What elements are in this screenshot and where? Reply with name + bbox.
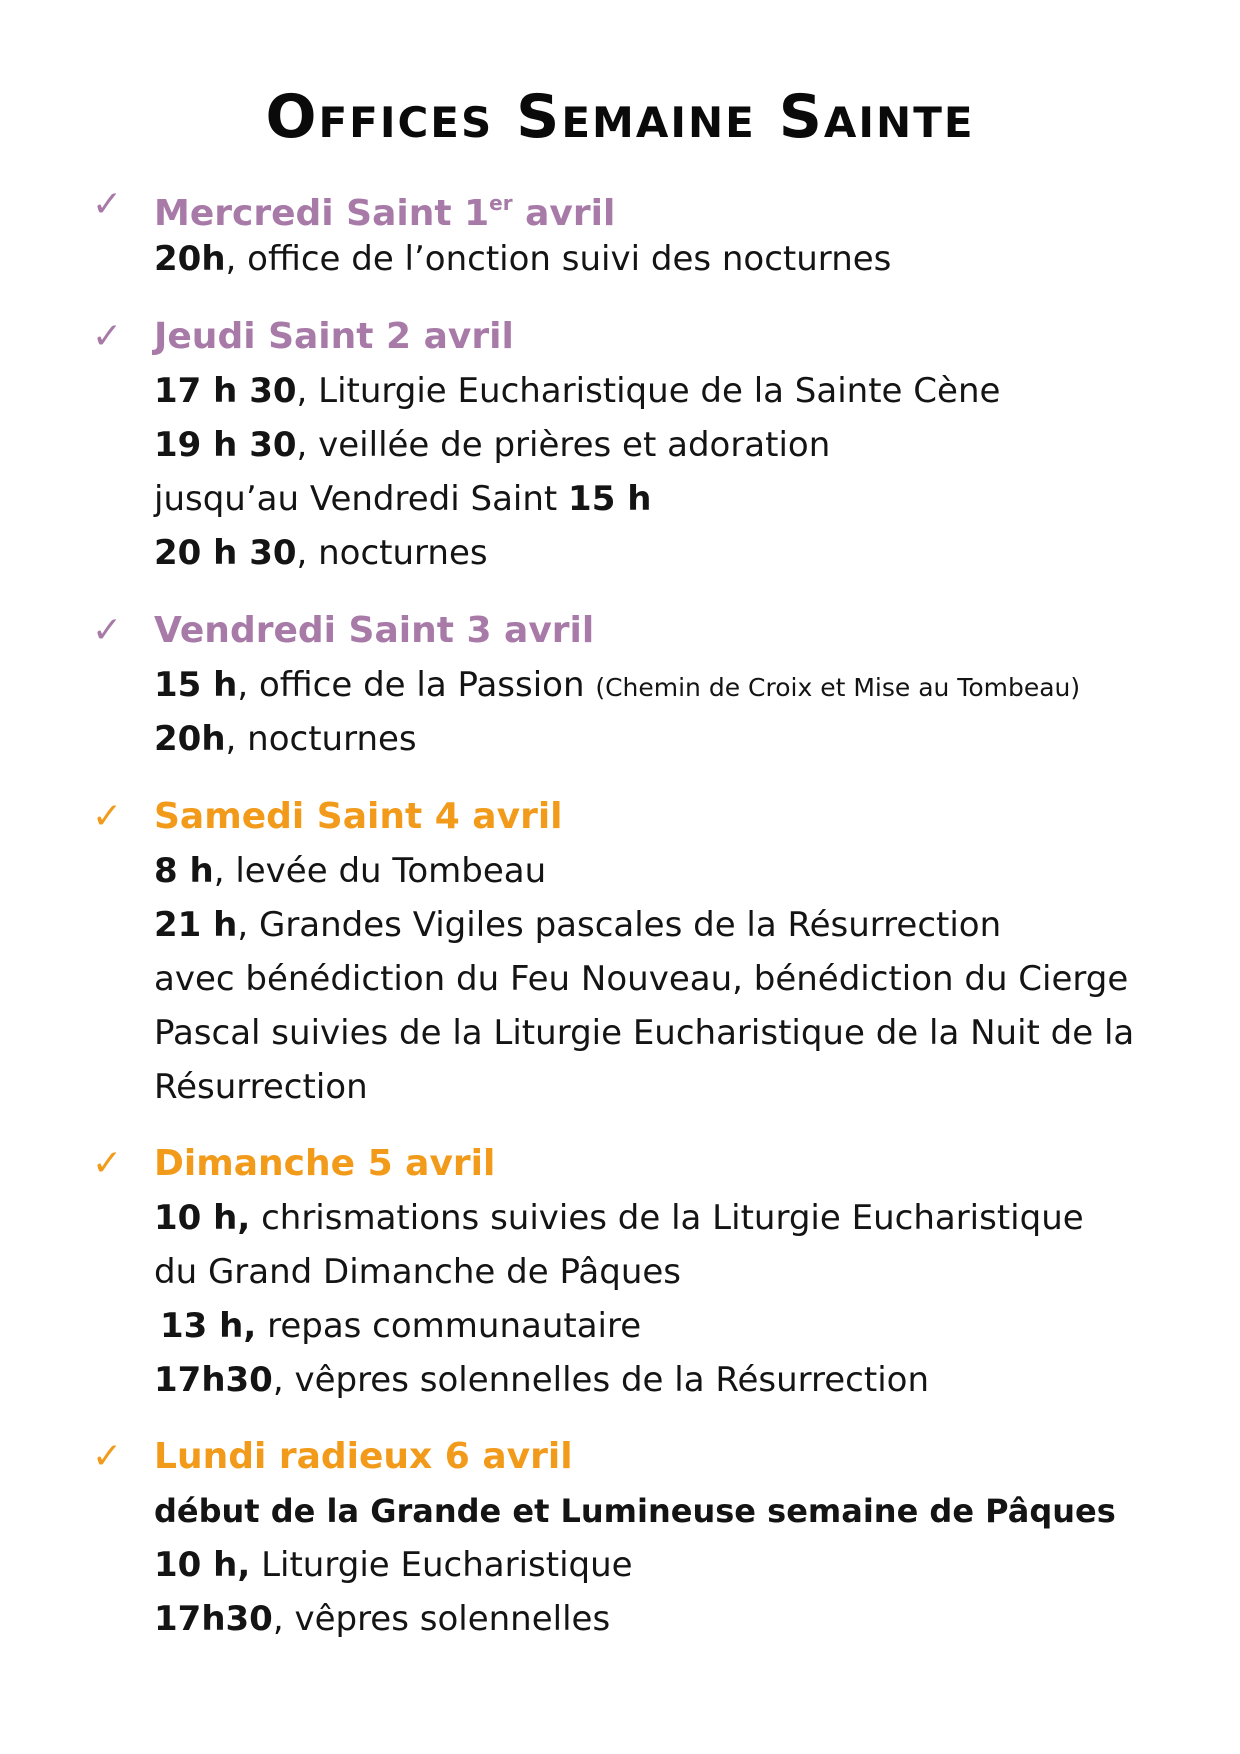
schedule-line: du Grand Dimanche de Pâques [154, 1252, 682, 1292]
check-icon: ✓ [92, 184, 123, 225]
schedule-line: 15 h, office de la Passion (Chemin de Croix et Mise au Tombeau) [154, 665, 1081, 705]
schedule-line: 10 h, Liturgie Eucharistique [154, 1545, 633, 1585]
day-label: Jeudi Saint 2 avril [154, 316, 514, 357]
schedule-line: 10 h, chrismations suivies de la Liturgie Eucharistique [154, 1198, 1084, 1238]
check-icon: ✓ [92, 316, 123, 357]
schedule-line: Pascal suivies de la Liturgie Eucharistique de la Nuit de la [154, 1013, 1135, 1053]
page-title: Offices Semaine Sainte [265, 82, 975, 152]
day-label: Vendredi Saint 3 avril [154, 610, 595, 651]
schedule-line: 8 h, levée du Tombeau [154, 851, 547, 891]
schedule-line: début de la Grande et Lumineuse semaine de Pâques [154, 1492, 1116, 1530]
check-icon: ✓ [92, 610, 123, 651]
schedule-line: 17 h 30, Liturgie Eucharistique de la Sainte Cène [154, 371, 1001, 411]
section-samedi [92, 790, 1212, 1114]
schedule-line: avec bénédiction du Feu Nouveau, bénédiction du Cierge [154, 959, 1129, 999]
day-label: Dimanche 5 avril [154, 1143, 496, 1184]
section-jeudi [92, 310, 1212, 580]
check-icon: ✓ [92, 796, 123, 837]
section-lundi [92, 1430, 1212, 1646]
day-label: Samedi Saint 4 avril [154, 796, 563, 837]
day-heading [92, 604, 1212, 658]
schedule-line: 20h, office de l’onction suivi des nocturnes [154, 239, 892, 279]
schedule-line: 20h, nocturnes [154, 719, 417, 759]
section-mercredi [92, 178, 1212, 286]
section-dimanche [92, 1137, 1212, 1407]
day-label: Mercredi Saint 1er avril [154, 191, 616, 234]
day-heading [92, 310, 1212, 364]
schedule-line: 20 h 30, nocturnes [154, 533, 488, 573]
day-heading [92, 790, 1212, 844]
check-icon: ✓ [92, 1436, 123, 1477]
section-vendredi [92, 604, 1212, 766]
schedule-line: Résurrection [154, 1067, 368, 1107]
check-icon: ✓ [92, 1143, 123, 1184]
day-label: Lundi radieux 6 avril [154, 1436, 573, 1477]
schedule-line: 17h30, vêpres solennelles de la Résurrection [154, 1360, 930, 1400]
schedule-line: jusqu’au Vendredi Saint 15 h [154, 479, 652, 519]
day-heading [92, 1137, 1212, 1191]
schedule-line: 17h30, vêpres solennelles [154, 1599, 611, 1639]
day-heading [92, 178, 1212, 232]
schedule-line: 19 h 30, veillée de prières et adoration [154, 425, 831, 465]
schedule-line: 21 h, Grandes Vigiles pascales de la Résurrection [154, 905, 1002, 945]
day-heading [92, 1430, 1212, 1484]
schedule-line: 13 h, repas communautaire [160, 1306, 642, 1346]
